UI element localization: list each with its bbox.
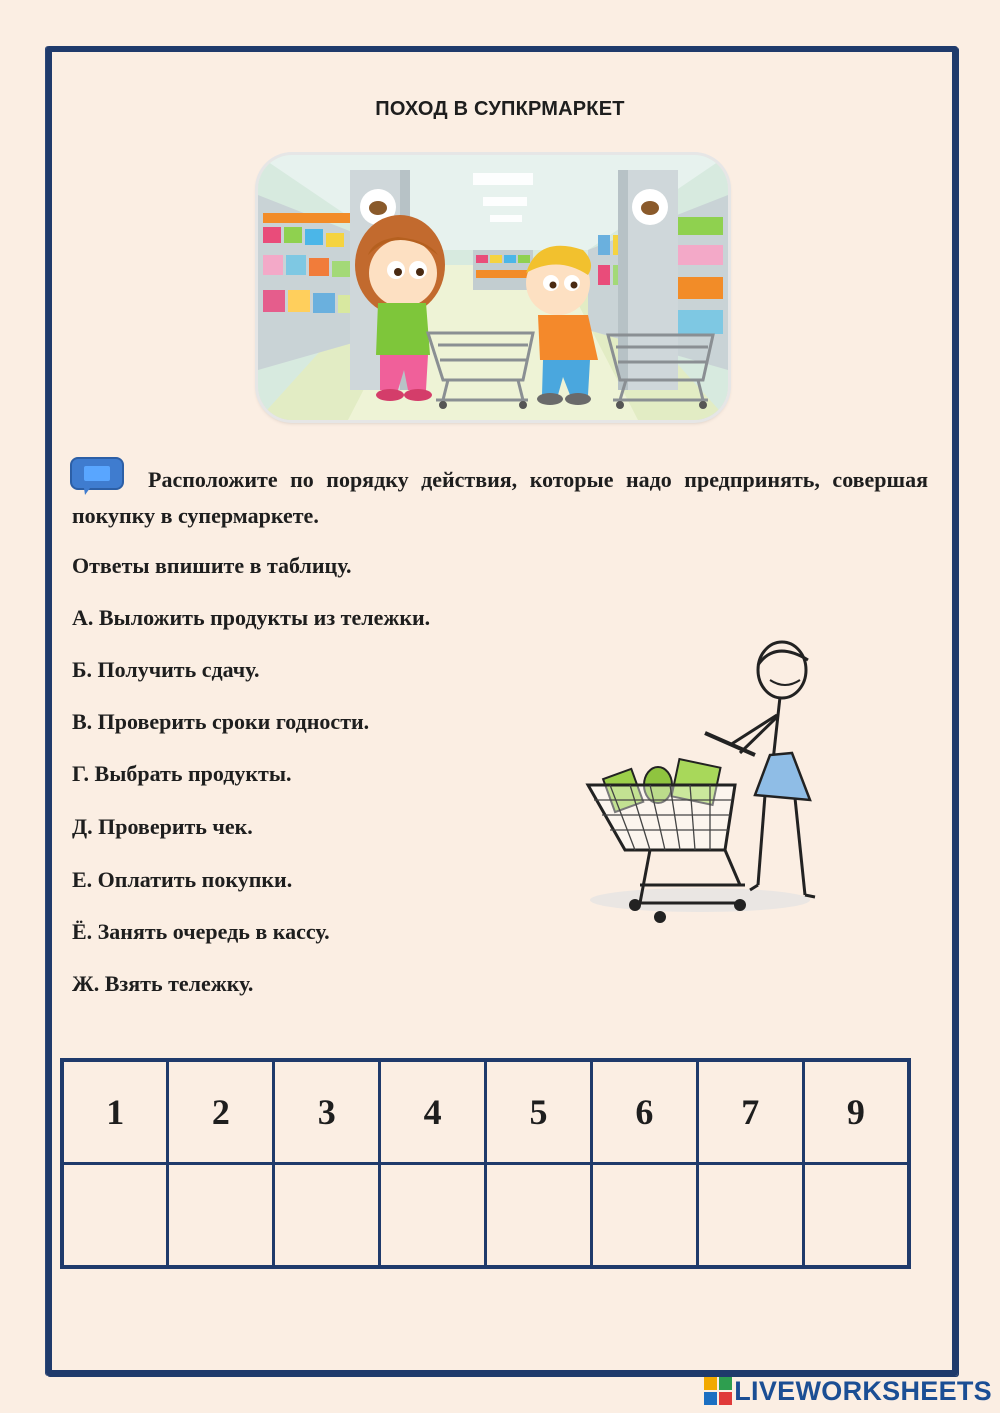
brand-name: LIVEWORKSHEETS xyxy=(734,1375,992,1406)
table-header-cell: 2 xyxy=(168,1060,274,1164)
table-header-row xyxy=(62,1060,909,1164)
brand-footer[interactable] xyxy=(704,1374,992,1408)
liveworksheets-logo-icon xyxy=(704,1377,732,1405)
answer-input-cell[interactable] xyxy=(168,1164,274,1268)
list-item: Ё. Занять очередь в кассу. xyxy=(72,919,330,944)
table-header-cell: 6 xyxy=(591,1060,697,1164)
list-item: Ж. Взять тележку. xyxy=(72,971,254,996)
table-answer-row xyxy=(62,1164,909,1268)
list-item: Д. Проверить чек. xyxy=(72,814,253,839)
answer-input-cell[interactable] xyxy=(486,1164,592,1268)
list-item: В. Проверить сроки годности. xyxy=(72,709,370,734)
list-item: Б. Получить сдачу. xyxy=(72,657,260,682)
answer-input-cell[interactable] xyxy=(803,1164,909,1268)
answer-input-cell[interactable] xyxy=(62,1164,168,1268)
table-header-cell: 4 xyxy=(380,1060,486,1164)
table-header-cell: 3 xyxy=(274,1060,380,1164)
page-title: ПОХОД В СУПКРМАРКЕТ xyxy=(375,98,625,120)
answer-table xyxy=(60,1058,911,1269)
shopping-cart-icon xyxy=(580,635,840,935)
table-header-cell: 5 xyxy=(486,1060,592,1164)
answer-input-cell[interactable] xyxy=(697,1164,803,1268)
table-header-cell: 7 xyxy=(697,1060,803,1164)
answers-note: Ответы впишите в таблицу. xyxy=(72,553,352,578)
answer-input-cell[interactable] xyxy=(591,1164,697,1268)
list-item: Г. Выбрать продукты. xyxy=(72,761,292,786)
answer-input-cell[interactable] xyxy=(274,1164,380,1268)
answer-input-cell[interactable] xyxy=(380,1164,486,1268)
list-item: Е. Оплатить покупки. xyxy=(72,867,293,892)
table-header-cell: 1 xyxy=(62,1060,168,1164)
instruction-text: Расположите по порядку действия, которые надо предпринять, совершая покупку в супермаркете. xyxy=(72,467,928,528)
table-header-cell: 9 xyxy=(803,1060,909,1164)
supermarket-illustration xyxy=(258,155,728,420)
list-item: А. Выложить продукты из тележки. xyxy=(72,605,431,630)
